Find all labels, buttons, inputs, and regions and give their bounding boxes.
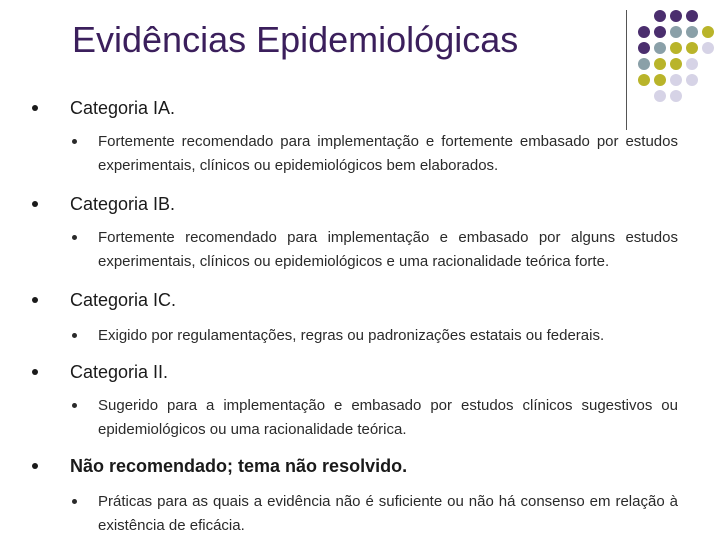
decorative-dot (638, 26, 650, 38)
description-text: Práticas para as quais a evidência não é suficiente ou não há consenso em relação à existência de eficácia. (98, 493, 678, 534)
decorative-dot (686, 10, 698, 22)
category-description (98, 130, 678, 178)
category-label: Categoria IC. (70, 290, 177, 310)
description-text: Fortemente recomendado para implementação e fortemente embasado por estudos experimentais, clínicos ou epidemiológicos bem elaborados. (98, 133, 678, 174)
category-item (28, 454, 678, 478)
decorative-dot (654, 58, 666, 70)
category-label: Não recomendado; tema não resolvido. (70, 456, 408, 476)
decorative-dot (670, 10, 682, 22)
bullet-dot-icon (32, 201, 38, 207)
category-label: Categoria IA. (70, 98, 176, 118)
category-item (28, 96, 678, 120)
category-label: Categoria II. (70, 362, 169, 382)
description-text: Sugerido para a implementação e embasado por estudos clínicos sugestivos ou epidemiológicos ou uma racionalidade teórica. (98, 397, 678, 438)
bullet-dot-icon (72, 403, 77, 408)
description-text: Fortemente recomendado para implementação e embasado por alguns estudos experimentais, clínicos ou epidemiológicos e uma racionalidade teórica forte. (98, 229, 678, 270)
bullet-dot-icon (32, 463, 38, 469)
bullet-list (28, 96, 678, 538)
category-item (28, 288, 678, 312)
category-description (98, 226, 678, 274)
category-description (98, 394, 678, 442)
decorative-dot (686, 42, 698, 54)
bullet-dot-icon (32, 105, 38, 111)
decorative-dot (670, 42, 682, 54)
decorative-dot (638, 42, 650, 54)
decorative-dot (638, 58, 650, 70)
bullet-dot-icon (32, 297, 38, 303)
decorative-dot (654, 26, 666, 38)
decorative-dot (638, 74, 650, 86)
bullet-dot-icon (72, 333, 77, 338)
category-label: Categoria IB. (70, 194, 176, 214)
category-description (98, 324, 678, 348)
decorative-dot (670, 58, 682, 70)
decorative-dot (702, 26, 714, 38)
decorative-dot (670, 74, 682, 86)
decorative-dot (686, 58, 698, 70)
decorative-dot (702, 42, 714, 54)
category-item (28, 192, 678, 216)
decorative-dot (670, 26, 682, 38)
decorative-dot (654, 74, 666, 86)
description-text: Exigido por regulamentações, regras ou padronizações estatais ou federais. (98, 327, 605, 344)
decorative-dot (686, 74, 698, 86)
bullet-dot-icon (32, 369, 38, 375)
decorative-dot (654, 42, 666, 54)
decorative-dot (686, 26, 698, 38)
bullet-dot-icon (72, 499, 77, 504)
bullet-dot-icon (72, 139, 77, 144)
category-item (28, 360, 678, 384)
decorative-dot (654, 10, 666, 22)
decorative-dot-grid (638, 10, 715, 103)
bullet-dot-icon (72, 235, 77, 240)
category-description (98, 490, 678, 538)
slide-title: Evidências Epidemiológicas (72, 19, 519, 60)
